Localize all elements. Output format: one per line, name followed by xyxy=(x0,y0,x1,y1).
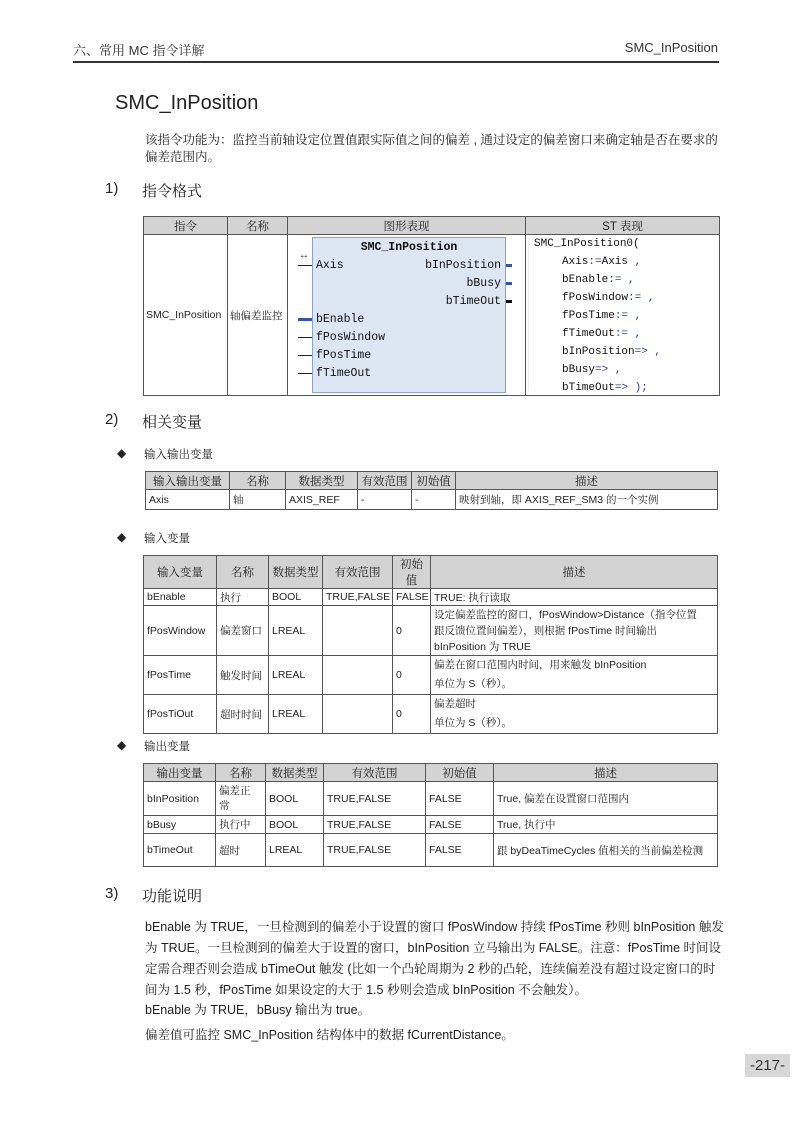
function-paragraph-2: bEnable 为 TRUE，bBusy 输出为 true。 xyxy=(145,1003,371,1017)
st-param-name: Axis xyxy=(562,256,589,268)
wire-bbusy xyxy=(506,282,512,285)
fb-pin-fpostime: fPosTime xyxy=(316,349,372,362)
st-terminator: , xyxy=(628,310,642,322)
output-vars-table xyxy=(143,763,718,867)
st-param-name: bEnable xyxy=(562,274,609,286)
st-param-name: bInPosition xyxy=(562,346,635,358)
diamond-bullet-icon: ◆ xyxy=(117,530,127,544)
cell: 0 xyxy=(393,656,431,695)
st-operator: := xyxy=(628,292,642,304)
format-table xyxy=(143,216,720,396)
wire-btimeout xyxy=(506,300,512,303)
col-header: 输入输出变量 xyxy=(146,472,230,490)
cell: bEnable xyxy=(144,589,217,606)
col-header: 初始值 xyxy=(426,764,494,782)
st-operator: := xyxy=(614,328,629,340)
cell: LREAL xyxy=(269,656,323,695)
section-1-heading xyxy=(105,180,305,200)
wire-ftimeout xyxy=(298,373,312,374)
st-terminator: , xyxy=(647,346,662,358)
table-row xyxy=(144,606,718,656)
cell: FALSE xyxy=(426,782,494,816)
section-2-heading xyxy=(105,411,305,431)
section-3-label: 功能说明 xyxy=(142,888,203,905)
wire-binposition xyxy=(506,264,512,267)
col-header: 数据类型 xyxy=(266,764,324,782)
format-header-st: ST 表现 xyxy=(526,217,720,235)
cell: bInPosition xyxy=(144,782,216,816)
col-header: 初始值 xyxy=(393,556,431,589)
st-terminator: , xyxy=(608,364,622,376)
format-st-cell xyxy=(526,235,720,396)
page-title: SMC_InPosition xyxy=(115,92,259,114)
cell xyxy=(431,656,718,695)
inout-vars-label: 输入输出变量 xyxy=(144,449,213,461)
st-param-line xyxy=(534,325,661,343)
function-block-diagram xyxy=(288,235,525,395)
cell: fPosTiOut xyxy=(144,695,217,734)
cell: True, 执行中 xyxy=(494,816,718,834)
st-param-value: Axis xyxy=(601,256,629,268)
table-row xyxy=(144,834,718,867)
cell: TRUE,FALSE xyxy=(324,834,426,867)
format-name: 轴偏差监控 xyxy=(228,235,288,396)
cell: 偏差正常 xyxy=(216,782,266,816)
cell: TRUE,FALSE xyxy=(324,816,426,834)
st-param-line xyxy=(534,379,661,397)
cell: LREAL xyxy=(269,606,323,656)
st-param-name: fPosWindow xyxy=(562,292,629,304)
cell: LREAL xyxy=(269,695,323,734)
header-rule xyxy=(73,61,719,63)
format-graphic-cell xyxy=(288,235,526,396)
table-row xyxy=(144,656,718,695)
st-param-name: bTimeOut xyxy=(562,382,615,394)
col-header: 名称 xyxy=(230,472,286,490)
col-header: 有效范围 xyxy=(323,556,393,589)
cell: LREAL xyxy=(266,834,324,867)
header-section: SMC_InPosition xyxy=(624,40,718,55)
format-header-instruction: 指令 xyxy=(144,217,228,235)
cell: BOOL xyxy=(266,782,324,816)
st-call: SMC_InPosition0( xyxy=(534,238,640,250)
cell: AXIS_REF xyxy=(286,490,358,510)
section-2-label: 相关变量 xyxy=(142,414,203,431)
cell: FALSE xyxy=(426,834,494,867)
st-param-line xyxy=(534,253,661,271)
cell xyxy=(431,695,718,734)
cell: Axis xyxy=(146,490,230,510)
cell: - xyxy=(412,490,456,510)
input-vars-label: 输入变量 xyxy=(144,533,190,545)
col-header: 描述 xyxy=(431,556,718,589)
cell: 0 xyxy=(393,606,431,656)
format-header-graphic: 图形表现 xyxy=(288,217,526,235)
inout-vars-table xyxy=(145,471,718,510)
col-header: 初始值 xyxy=(412,472,456,490)
fb-pin-benable: bEnable xyxy=(316,313,365,326)
fb-pin-binposition: bInPosition xyxy=(425,259,501,272)
cell xyxy=(323,606,393,656)
table-row xyxy=(144,816,718,834)
fb-pin-ftimeout: fTimeOut xyxy=(316,367,372,380)
cell: 超时时间 xyxy=(217,695,269,734)
wire-axis xyxy=(298,265,312,266)
st-operator: := xyxy=(588,256,602,268)
col-header: 有效范围 xyxy=(324,764,426,782)
format-header-name: 名称 xyxy=(228,217,288,235)
section-3-heading xyxy=(105,885,305,905)
cell: FALSE xyxy=(393,589,431,606)
cell-line: 单位为 S（秒）。 xyxy=(434,717,513,729)
table-row xyxy=(144,695,718,734)
cell xyxy=(323,695,393,734)
col-header: 数据类型 xyxy=(269,556,323,589)
st-call-line xyxy=(534,235,661,253)
st-param-name: fTimeOut xyxy=(562,328,615,340)
col-header: 数据类型 xyxy=(286,472,358,490)
st-terminator: ); xyxy=(628,382,648,394)
fb-pin-btimeout: bTimeOut xyxy=(445,295,501,308)
st-code xyxy=(526,235,719,395)
cell: FALSE xyxy=(426,816,494,834)
section-3-number: 3) xyxy=(105,885,119,902)
function-paragraph-3: 偏差值可监控 SMC_InPosition 结构体中的数据 fCurrentDistance。 xyxy=(145,1028,514,1042)
fb-title: SMC_InPosition xyxy=(360,241,458,254)
function-paragraph-1: bEnable 为 TRUE，一旦检测到的偏差小于设置的窗口 fPosWindow 持续 fPosTime 秒则 bInPosition 触发为 TRUE。一旦检测到的偏差大于设置的窗口，bInPosition 立马输出为 FALSE。注意：fPosTime 时间设定需合理否则会造成 bTimeOut 触发 (比如一个凸轮周期为 2 秒的凸轮，连续偏差没有超过设定窗口的时间为 1.5 秒，fPosTime 如果设定的大于 1.5 秒则会造成 bInPosition 不会触发）。 xyxy=(145,920,724,997)
section-1-label: 指令格式 xyxy=(142,183,203,200)
cell: TRUE,FALSE xyxy=(323,589,393,606)
cell: True, 偏差在设置窗口范围内 xyxy=(494,782,718,816)
cell: 执行中 xyxy=(216,816,266,834)
page-number: -217- xyxy=(745,1054,790,1077)
cell: TRUE: 执行读取 xyxy=(431,589,718,606)
st-terminator: , xyxy=(628,256,642,268)
cell: 偏差窗口 xyxy=(217,606,269,656)
cell: TRUE,FALSE xyxy=(324,782,426,816)
format-instruction: SMC_InPosition xyxy=(144,235,228,396)
cell: 触发时间 xyxy=(217,656,269,695)
col-header: 有效范围 xyxy=(358,472,412,490)
col-header: 输出变量 xyxy=(144,764,216,782)
inout-vars-heading xyxy=(117,446,317,462)
col-header: 描述 xyxy=(494,764,718,782)
header-chapter: 六、常用 MC 指令详解 xyxy=(73,43,205,58)
fb-pin-axis: Axis xyxy=(316,259,344,272)
cell: 执行 xyxy=(217,589,269,606)
input-vars-heading xyxy=(117,530,317,546)
st-operator: := xyxy=(614,310,629,322)
wire-benable xyxy=(298,318,312,321)
col-header: 输入变量 xyxy=(144,556,217,589)
st-param-line xyxy=(534,343,661,361)
cell: bTimeOut xyxy=(144,834,216,867)
cell-line: 单位为 S（秒）。 xyxy=(434,678,513,690)
cell: 映射到轴，即 AXIS_REF_SM3 的一个实例 xyxy=(456,490,718,510)
st-operator: => xyxy=(634,346,648,358)
cell: - xyxy=(358,490,412,510)
cell-line: 偏差超时 xyxy=(434,698,476,710)
wire-fposwindow xyxy=(298,337,312,338)
st-terminator: , xyxy=(641,292,655,304)
cell: 设定偏差监控的窗口，fPosWindow>Distance（指令位置跟反馈位置间偏差），则根据 fPosTime 时间输出 bInPosition 为 TRUE xyxy=(431,606,718,656)
section-2-number: 2) xyxy=(105,411,119,428)
wire-fpostime xyxy=(298,355,312,356)
function-block xyxy=(312,237,506,393)
inout-arrow-icon: ↔ xyxy=(299,250,309,261)
intro-text: 该指令功能为：监控当前轴设定位置值跟实际值之间的偏差 , 通过设定的偏差窗口来确定轴是否在要求的偏差范围内。 xyxy=(145,133,718,164)
table-row xyxy=(146,490,718,510)
fb-pin-fposwindow: fPosWindow xyxy=(316,331,386,344)
st-param-line xyxy=(534,361,661,379)
section-1-number: 1) xyxy=(105,180,119,197)
cell: 0 xyxy=(393,695,431,734)
output-vars-label: 输出变量 xyxy=(144,741,190,753)
cell-line: 偏差在窗口范围内时间，用来触发 bInPosition xyxy=(434,659,647,671)
cell: BOOL xyxy=(266,816,324,834)
st-operator: => xyxy=(614,382,629,394)
table-row xyxy=(144,589,718,606)
cell: fPosWindow xyxy=(144,606,217,656)
diamond-bullet-icon: ◆ xyxy=(117,446,127,460)
cell: BOOL xyxy=(269,589,323,606)
output-vars-heading xyxy=(117,738,317,754)
table-row xyxy=(144,782,718,816)
cell xyxy=(323,656,393,695)
st-operator: => xyxy=(595,364,609,376)
cell: 超时 xyxy=(216,834,266,867)
st-param-line xyxy=(534,307,661,325)
fb-pin-bbusy: bBusy xyxy=(466,277,501,290)
cell: 跟 byDeaTimeCycles 值相关的当前偏差检测 xyxy=(494,834,718,867)
st-param-line xyxy=(534,271,661,289)
st-gutter xyxy=(528,237,529,391)
st-param-line xyxy=(534,289,661,307)
st-terminator: , xyxy=(628,328,642,340)
cell: bBusy xyxy=(144,816,216,834)
st-param-name: fPosTime xyxy=(562,310,615,322)
st-terminator: , xyxy=(621,274,635,286)
col-header: 描述 xyxy=(456,472,718,490)
cell: 轴 xyxy=(230,490,286,510)
st-param-name: bBusy xyxy=(562,364,596,376)
input-vars-table xyxy=(143,555,718,734)
diamond-bullet-icon: ◆ xyxy=(117,738,127,752)
st-operator: := xyxy=(608,274,622,286)
cell: fPosTime xyxy=(144,656,217,695)
col-header: 名称 xyxy=(216,764,266,782)
col-header: 名称 xyxy=(217,556,269,589)
